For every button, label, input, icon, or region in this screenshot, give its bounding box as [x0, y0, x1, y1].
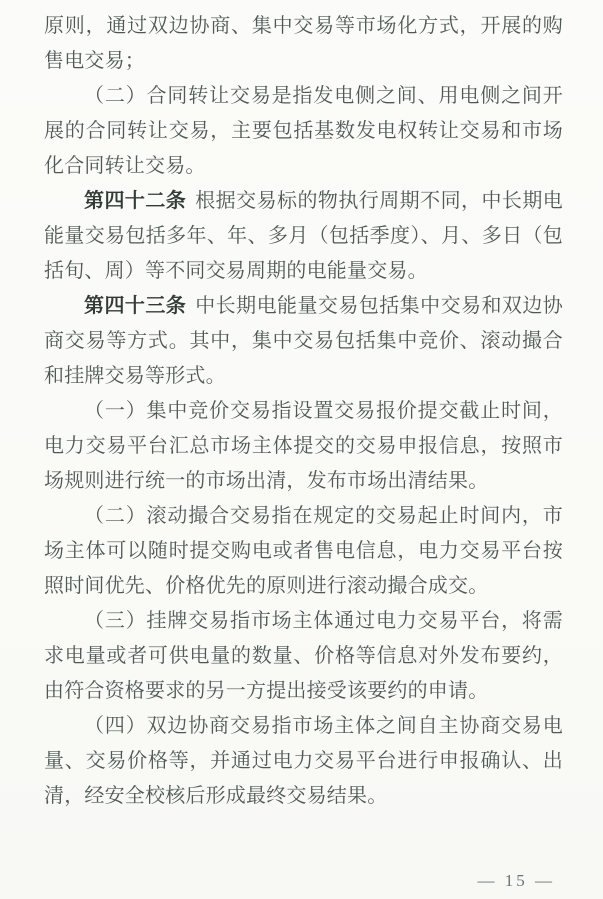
- paragraph-text: 根据交易标的物执行周期不同，中长期电能量交易包括多年、年、多月（包括季度）、月、多日（包括旬、周）等不同交易周期的电能量交易。: [44, 190, 563, 282]
- paragraph-text: （四）双边协商交易指市场主体之间自主协商交易电量、交易价格等，并通过电力交易平台进行申报确认、出清，经安全校核后形成最终交易结果。: [44, 715, 563, 807]
- paragraph: [44, 709, 563, 814]
- paragraph: [44, 9, 563, 79]
- paragraph: [44, 499, 563, 604]
- paragraph: [44, 79, 563, 184]
- paragraph-text: （二）合同转让交易是指发电侧之间、用电侧之间开展的合同转让交易，主要包括基数发电权转让交易和市场化合同转让交易。: [44, 85, 563, 177]
- paragraph-text: （二）滚动撮合交易指在规定的交易起止时间内，市场主体可以随时提交购电或者售电信息，电力交易平台按照时间优先、价格优先的原则进行滚动撮合成交。: [44, 505, 563, 597]
- article-number: 第四十三条: [84, 295, 187, 317]
- paragraph-text: （一）集中竞价交易指设置交易报价提交截止时间，电力交易平台汇总市场主体提交的交易申报信息，按照市场规则进行统一的市场出清，发布市场出清结果。: [44, 400, 563, 492]
- paragraph-article-42: [44, 184, 563, 289]
- paragraph: [44, 604, 563, 709]
- paragraph: [44, 394, 563, 499]
- paragraph-text: 中长期电能量交易包括集中交易和双边协商交易等方式。其中，集中交易包括集中竞价、滚动撮合和挂牌交易等形式。: [44, 295, 563, 387]
- paragraph-article-43: [44, 289, 563, 394]
- article-number: 第四十二条: [84, 190, 187, 212]
- paragraph-text: 原则，通过双边协商、集中交易等市场化方式，开展的购售电交易；: [44, 15, 563, 72]
- document-body: [44, 9, 563, 814]
- paragraph-text: （三）挂牌交易指市场主体通过电力交易平台，将需求电量或者可供电量的数量、价格等信息对外发布要约，由符合资格要求的另一方提出接受该要约的申请。: [44, 610, 563, 702]
- page-number: — 15 —: [477, 871, 555, 890]
